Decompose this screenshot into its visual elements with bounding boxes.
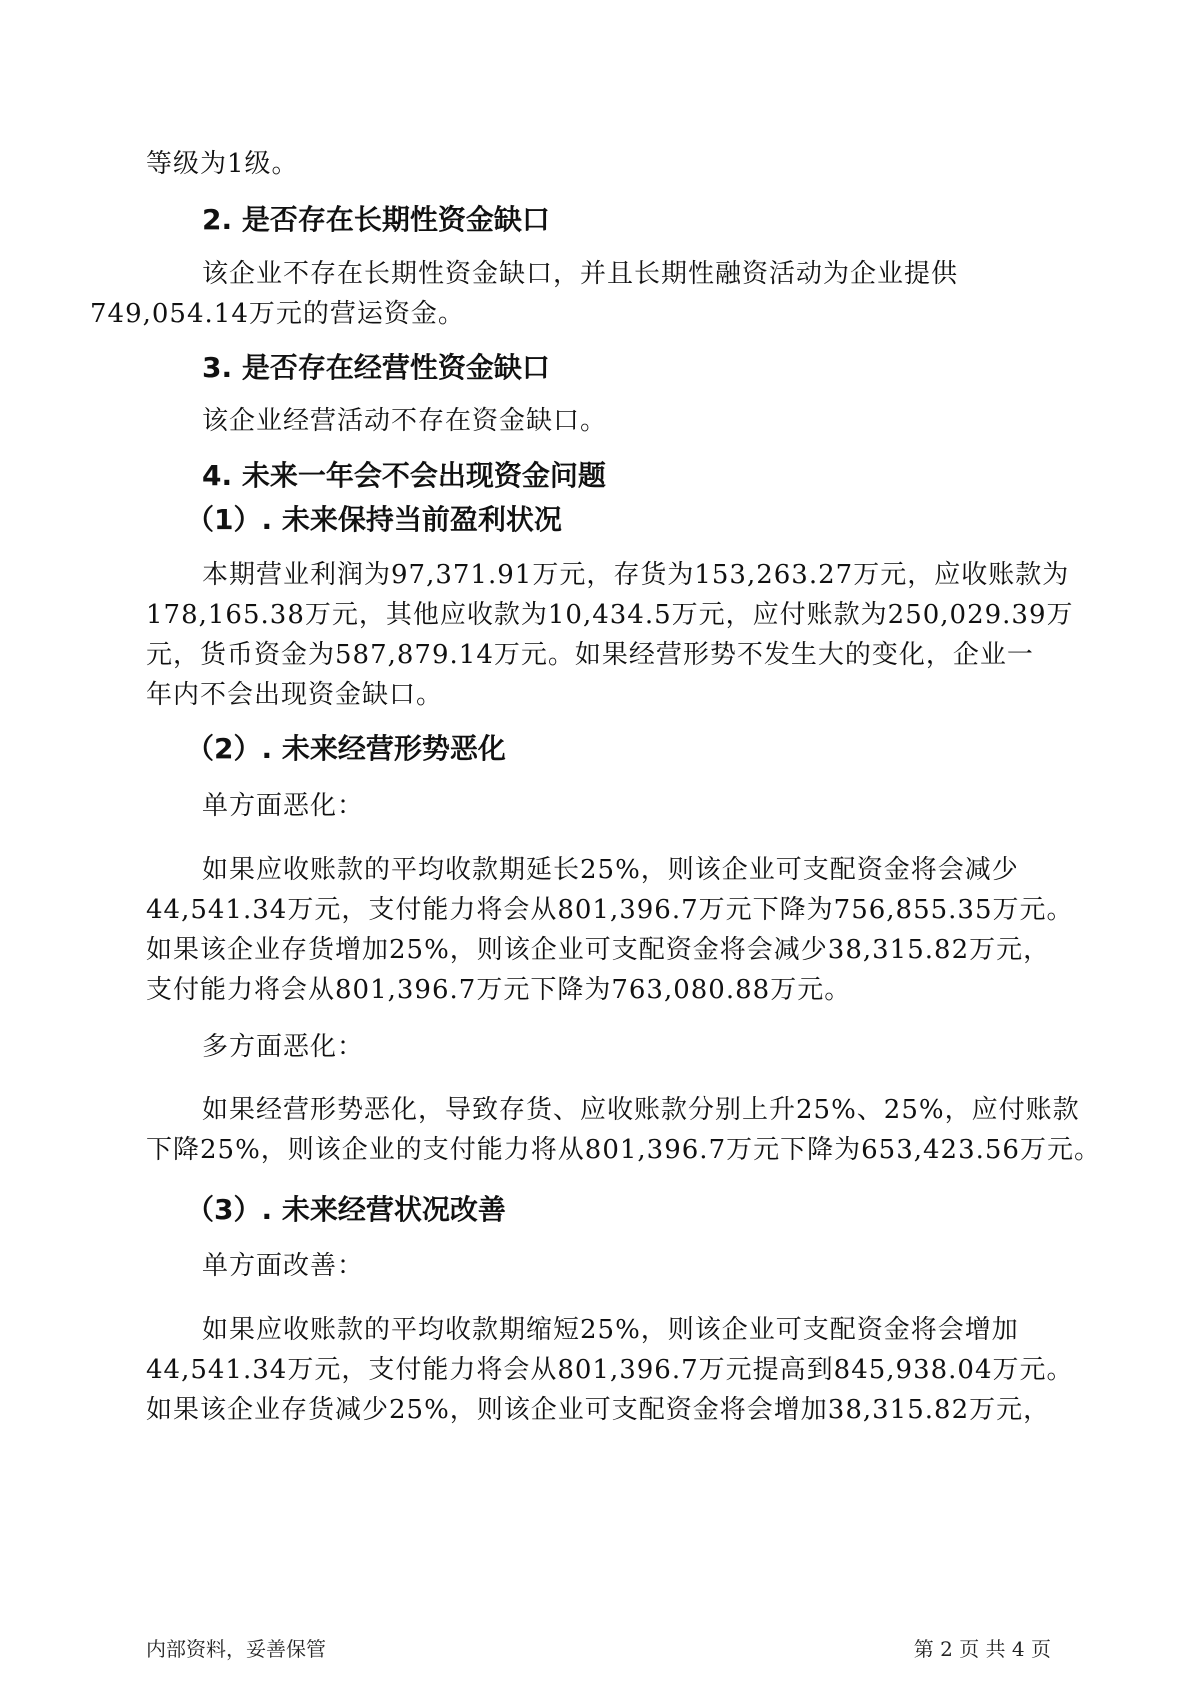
paragraph-line: 如果该企业存货增加25%，则该企业可支配资金将会减少38,315.82万元， (146, 935, 1051, 965)
paragraph-line: 44,541.34万元，支付能力将会从801,396.7万元下降为756,855.35万元。 (146, 895, 1074, 925)
section-3-heading: 3. 是否存在经营性资金缺口 (202, 351, 550, 384)
paragraph-line: 如果该企业存货减少25%，则该企业可支配资金将会增加38,315.82万元， (146, 1395, 1051, 1425)
paragraph-line: 支付能力将会从801,396.7万元下降为763,080.88万元。 (146, 975, 852, 1005)
section-2-paragraph (90, 254, 1052, 334)
section-4-heading: 4. 未来一年会不会出现资金问题 (202, 459, 606, 492)
single-worsen-paragraph (146, 850, 1074, 1010)
paragraph-line: 本期营业利润为97,371.91万元，存货为153,263.27万元，应收账款为 (202, 560, 1070, 590)
paragraph-line: 元，货币资金为587,879.14万元。如果经营形势不发生大的变化，企业一 (146, 640, 1034, 670)
paragraph-line: 下降25%，则该企业的支付能力将从801,396.7万元下降为653,423.56万元。 (146, 1135, 1101, 1165)
section-2-heading: 2. 是否存在长期性资金缺口 (202, 203, 550, 236)
paragraph-line: 178,165.38万元，其他应收款为10,434.5万元，应付账款为250,029.39万 (146, 600, 1074, 630)
subsection-2-heading: （2）. 未来经营形势恶化 (186, 732, 506, 765)
subsection-3-heading: （3）. 未来经营状况改善 (186, 1193, 506, 1226)
paragraph-line: 该企业不存在长期性资金缺口，并且长期性融资活动为企业提供 (202, 259, 959, 289)
continuation-text: 等级为1级。 (146, 149, 299, 179)
paragraph-line: 44,541.34万元，支付能力将会从801,396.7万元提高到845,938.04万元。 (146, 1355, 1074, 1385)
multi-worsen-paragraph (146, 1090, 1101, 1170)
paragraph-line: 如果应收账款的平均收款期延长25%，则该企业可支配资金将会减少 (202, 855, 1019, 885)
paragraph-line: 如果经营形势恶化，导致存货、应收账款分别上升25%、25%，应付账款 (202, 1095, 1080, 1125)
section-3-paragraph: 该企业经营活动不存在资金缺口。 (202, 406, 608, 436)
paragraph-line: 749,054.14万元的营运资金。 (90, 299, 465, 329)
multi-worsen-label: 多方面恶化： (202, 1032, 365, 1062)
footer-page-number: 第 2 页 共 4 页 (913, 1637, 1051, 1661)
paragraph-line: 年内不会出现资金缺口。 (146, 680, 444, 710)
paragraph-line: 如果应收账款的平均收款期缩短25%，则该企业可支配资金将会增加 (202, 1315, 1019, 1345)
subsection-1-paragraph (146, 555, 1074, 715)
single-worsen-label: 单方面恶化： (202, 791, 365, 821)
single-improve-paragraph (146, 1310, 1074, 1430)
subsection-1-heading: （1）. 未来保持当前盈利状况 (186, 503, 562, 536)
single-improve-label: 单方面改善： (202, 1251, 365, 1281)
footer-confidential-note: 内部资料，妥善保管 (146, 1637, 326, 1661)
